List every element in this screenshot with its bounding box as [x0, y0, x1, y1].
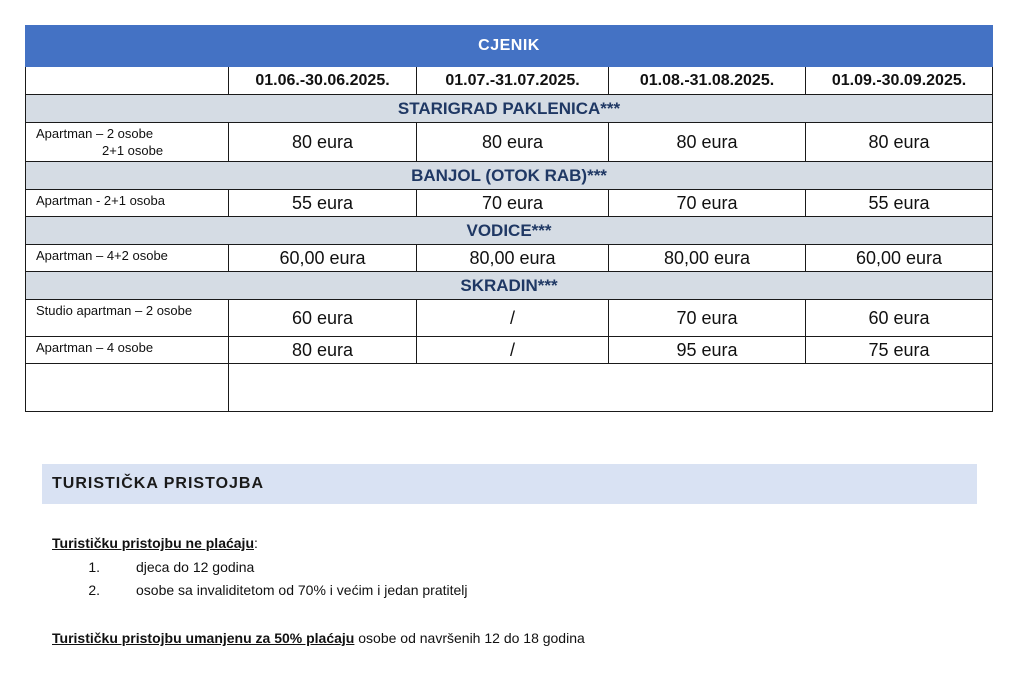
price-table: [25, 25, 993, 412]
price-cell: 60,00 eura: [806, 245, 993, 272]
section-title: VODICE***: [26, 217, 993, 245]
exempt-title: Turističku pristojbu ne plaćaju: [52, 535, 254, 551]
section-row: [26, 272, 993, 300]
price-cell: 80 eura: [609, 123, 806, 162]
price-cell: 80 eura: [229, 337, 417, 364]
accommodation-label: [26, 123, 229, 162]
table-title: CJENIK: [26, 26, 993, 67]
price-cell: 60 eura: [806, 300, 993, 337]
price-cell: 70 eura: [609, 300, 806, 337]
empty-merged-cell: [229, 364, 993, 412]
exempt-list: [52, 556, 468, 602]
period-header: 01.06.-30.06.2025.: [229, 67, 417, 95]
price-cell: 70 eura: [609, 190, 806, 217]
price-cell: 95 eura: [609, 337, 806, 364]
price-cell: 75 eura: [806, 337, 993, 364]
tourist-tax-heading: TURISTIČKA PRISTOJBA: [42, 464, 977, 504]
list-text: osobe sa invaliditetom od 70% i većim i jedan pratitelj: [136, 582, 468, 598]
price-cell: 60,00 eura: [229, 245, 417, 272]
table-row: [26, 300, 993, 337]
accommodation-label: Studio apartman – 2 osobe: [26, 300, 229, 337]
section-row: [26, 95, 993, 123]
list-item: [52, 579, 468, 602]
price-cell: 80,00 eura: [609, 245, 806, 272]
table-row: [26, 337, 993, 364]
period-header: 01.09.-30.09.2025.: [806, 67, 993, 95]
section-title: BANJOL (OTOK RAB)***: [26, 162, 993, 190]
accommodation-label-sub: 2+1 osobe: [102, 143, 164, 158]
price-cell: 80,00 eura: [417, 245, 609, 272]
price-cell: 70 eura: [417, 190, 609, 217]
title-row: [26, 26, 993, 67]
empty-cell: [26, 364, 229, 412]
reduced-title: Turističku pristojbu umanjenu za 50% plaćaju: [52, 630, 355, 646]
reduced-text: osobe od navršenih 12 do 18 godina: [354, 630, 585, 646]
price-cell: 80 eura: [806, 123, 993, 162]
period-header: 01.08.-31.08.2025.: [609, 67, 806, 95]
price-cell: 55 eura: [229, 190, 417, 217]
corner-cell: [26, 67, 229, 95]
table-row: [26, 245, 993, 272]
section-row: [26, 217, 993, 245]
list-text: djeca do 12 godina: [136, 559, 255, 575]
list-number: 1.: [88, 559, 100, 575]
price-cell: /: [417, 300, 609, 337]
section-row: [26, 162, 993, 190]
exempt-colon: :: [254, 535, 258, 551]
empty-row: [26, 364, 993, 412]
price-cell: /: [417, 337, 609, 364]
list-item: [52, 556, 468, 579]
accommodation-label: Apartman - 2+1 osoba: [26, 190, 229, 217]
table-row: [26, 190, 993, 217]
period-header-row: [26, 67, 993, 95]
accommodation-label: Apartman – 4 osobe: [26, 337, 229, 364]
section-title: SKRADIN***: [26, 272, 993, 300]
price-cell: 60 eura: [229, 300, 417, 337]
table-row: [26, 123, 993, 162]
section-title: STARIGRAD PAKLENICA***: [26, 95, 993, 123]
exempt-note: [52, 535, 258, 551]
price-cell: 80 eura: [229, 123, 417, 162]
list-number: 2.: [88, 582, 100, 598]
price-cell: 80 eura: [417, 123, 609, 162]
reduced-note: [52, 630, 585, 646]
period-header: 01.07.-31.07.2025.: [417, 67, 609, 95]
accommodation-label: Apartman – 4+2 osobe: [26, 245, 229, 272]
accommodation-label-main: Apartman – 2 osobe: [36, 126, 154, 141]
price-cell: 55 eura: [806, 190, 993, 217]
